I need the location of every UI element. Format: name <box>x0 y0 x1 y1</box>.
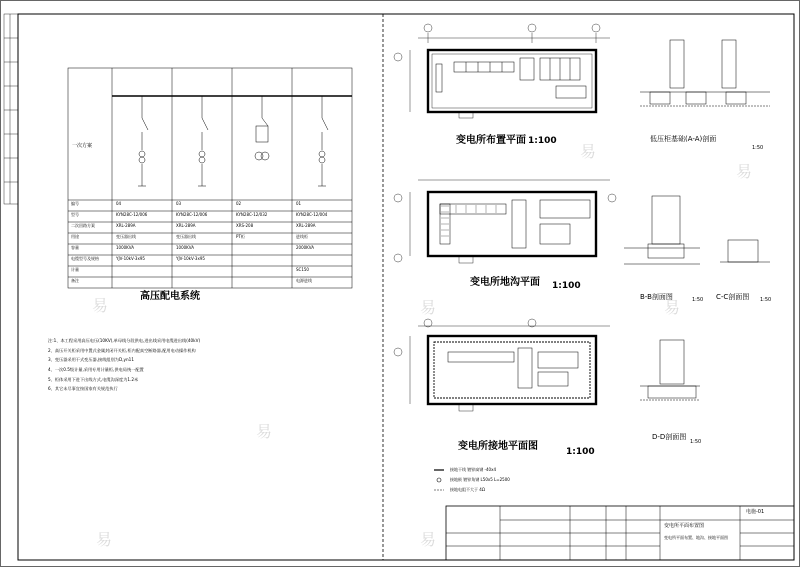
hv-row-label: 二次回路方案 <box>71 223 95 228</box>
legend-item-2: 接地极 镀锌角钢 L50x5 L=2500 <box>450 477 510 482</box>
hv-cell: 变压器出线 <box>116 234 136 239</box>
hv-cell: YJV-10kV-3x95 <box>116 256 145 261</box>
trench-plan-title: 变电所地沟平面 <box>470 277 540 288</box>
single-line-diagram <box>138 96 328 186</box>
section-aa <box>640 40 770 106</box>
diagram-stroke <box>202 118 208 130</box>
watermark-glyph: 易 <box>420 298 437 317</box>
section-bb <box>624 196 700 264</box>
hv-cell: KYN28C-12/006 <box>116 212 148 217</box>
hv-system-title: 高压配电系统 <box>140 291 200 302</box>
diagram-stroke <box>322 118 328 130</box>
binding-strip <box>4 14 18 204</box>
hv-row-label: 电缆型号及规格 <box>71 256 99 261</box>
diagram-stroke <box>262 118 268 126</box>
drawing-number: 电施-01 <box>746 509 765 515</box>
section-cc-title: C-C剖面图 <box>716 293 750 301</box>
watermark-glyph: 易 <box>256 422 273 441</box>
hv-row-label: 用途 <box>71 234 79 239</box>
hv-cell: 变压器出线 <box>176 234 196 239</box>
sheet-subtitle: 变电所平面布置、地沟、接地平面图 <box>664 535 728 540</box>
section-bb-title: B-B剖面图 <box>640 293 673 301</box>
section-dd <box>640 340 700 400</box>
trench-hatch <box>441 205 496 236</box>
row-head-diagram: 一次方案 <box>72 143 93 149</box>
title-block <box>446 506 794 560</box>
diagram-stroke <box>199 157 205 163</box>
watermark-glyph: 易 <box>92 296 109 315</box>
trench-plan <box>394 180 616 263</box>
design-notes <box>48 338 348 396</box>
diagram-stroke <box>139 157 145 163</box>
ground-plan-title: 变电所接地平面图 <box>458 441 538 452</box>
hv-cell: XRL-289A <box>116 223 136 228</box>
diagram-stroke <box>139 151 145 157</box>
hv-system-table <box>68 68 352 288</box>
ground-plan-scale: 1:100 <box>566 447 595 457</box>
note-line: 3、变压器采用干式变压器,接线组别为D,yn11 <box>48 357 135 363</box>
diagram-stroke <box>319 151 325 157</box>
hv-cell: 1000KVA <box>176 245 195 250</box>
layout-plan-title: 变电所布置平面 <box>456 135 526 146</box>
hv-cell: 2000KVA <box>296 245 315 250</box>
hv-cell: XRL-289A <box>176 223 196 228</box>
hv-cell: 03 <box>176 201 182 206</box>
note-line: 5、柜体采用下进下出线方式,电缆沟深度为1.2米 <box>48 376 139 382</box>
trench-plan-scale: 1:100 <box>552 281 581 291</box>
hv-cell: 04 <box>116 201 122 206</box>
note-line: 2、高压开关柜采用中置式金属封闭开关柜,柜内配真空断路器,配用电动操作机构 <box>48 347 196 353</box>
diagram-stroke <box>199 151 205 157</box>
hv-cell: 01 <box>296 201 302 206</box>
hv-cell: SC150 <box>296 267 309 272</box>
diagram-stroke <box>142 118 148 130</box>
hv-row-label: 备注 <box>71 278 79 283</box>
hv-cell: YJV-10kV-3x95 <box>176 256 205 261</box>
watermark-glyph: 易 <box>736 162 753 181</box>
section-bb-scale: 1:50 <box>692 297 704 303</box>
legend-item-3: 接地电阻不大于 4Ω <box>450 487 485 492</box>
hv-cell: XRS-208 <box>236 223 254 228</box>
layout-plan <box>394 24 610 118</box>
diagram-stroke <box>256 126 268 142</box>
legend-item-1: 接地干线 镀锌扁钢 -40x4 <box>450 467 496 472</box>
hv-row-label: 型号 <box>71 212 79 217</box>
diagram-stroke <box>319 157 325 163</box>
layout-plan-scale: 1:100 <box>528 136 557 146</box>
hv-cell: KYN28C-12/032 <box>236 212 268 217</box>
diagram-stroke <box>255 152 263 160</box>
hv-row-label: 编号 <box>71 201 79 206</box>
diagram-stroke <box>261 152 269 160</box>
note-line: 6、其它未尽事宜按国家有关规范执行 <box>48 386 118 392</box>
hv-cell: 进线柜 <box>296 234 308 239</box>
watermark-glyph: 易 <box>96 530 113 549</box>
hv-row-label: 计量 <box>71 267 79 272</box>
note-line: 4、一次0.5级计量,采用专用计量柜,供电局统一配置 <box>48 367 144 373</box>
hv-cell: KYN28C-12/004 <box>296 212 328 217</box>
section-dd-title: D-D剖面图 <box>652 433 687 441</box>
hv-cell: 1000KVA <box>116 245 135 250</box>
hv-cell: PT柜 <box>236 234 245 239</box>
sheet-title: 变电所平面布置图 <box>664 523 705 529</box>
hv-cell: XRL-289A <box>296 223 316 228</box>
section-cc <box>720 240 770 262</box>
note-line: 注:1、本工程采用高压电压(10KV),单母线分段供电,进出线采用电缆进出线(40kV) <box>48 338 201 343</box>
watermark-glyph: 易 <box>420 530 437 549</box>
watermark-glyph: 易 <box>664 298 681 317</box>
section-dd-scale: 1:50 <box>690 439 702 445</box>
section-aa-title: 低压柜基础(A-A)剖面 <box>650 135 717 143</box>
hv-row-label: 容量 <box>71 245 79 250</box>
section-cc-scale: 1:50 <box>760 297 772 303</box>
legend-symbols <box>434 470 444 490</box>
watermark-glyph: 易 <box>580 142 597 161</box>
section-aa-scale: 1:50 <box>752 145 764 151</box>
outer-border <box>1 1 800 567</box>
ground-plan <box>394 319 610 411</box>
hv-cell: 电源进线 <box>296 278 312 283</box>
hv-cell: 02 <box>236 201 242 206</box>
hv-cell: KYN28C-12/006 <box>176 212 208 217</box>
